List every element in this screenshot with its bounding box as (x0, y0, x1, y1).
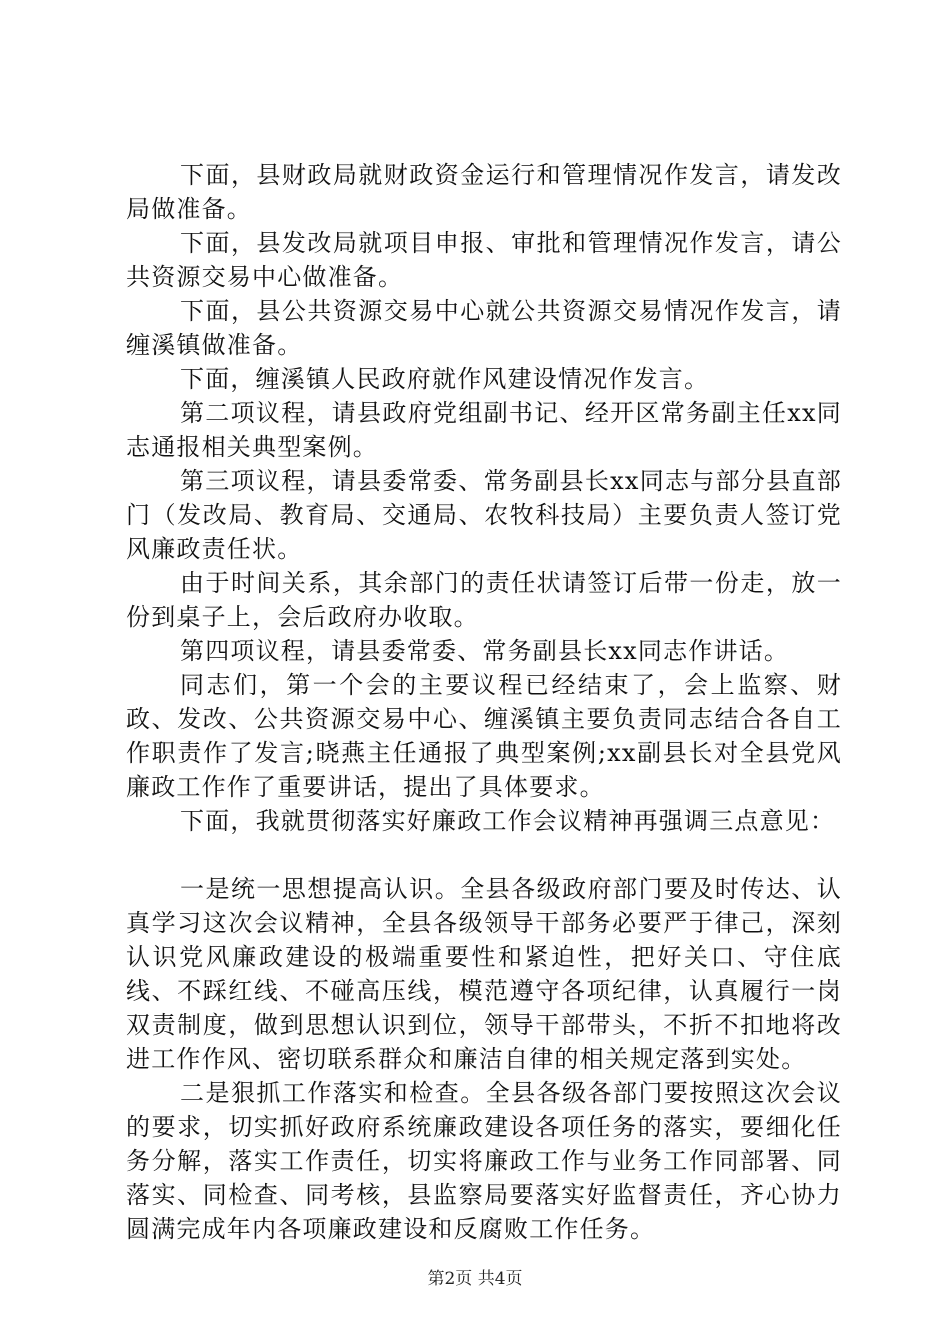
paragraph: 同志们，第一个会的主要议程已经结束了，会上监察、财政、发改、公共资源交易中心、缠溪镇主要负责同志结合各自工作职责作了发言;晓燕主任通报了典型案例;xx副县长对全县党风廉政工作作了重要讲话，提出了具体要求。 (126, 671, 842, 801)
paragraph: 由于时间关系，其余部门的责任状请签订后带一份走，放一份到桌子上，会后政府办收取。 (126, 569, 842, 631)
paragraph: 下面，县公共资源交易中心就公共资源交易情况作发言，请缠溪镇做准备。 (126, 297, 842, 359)
paragraph: 下面，县发改局就项目申报、审批和管理情况作发言，请公共资源交易中心做准备。 (126, 229, 842, 291)
paragraph: 下面，我就贯彻落实好廉政工作会议精神再强调三点意见： (180, 807, 836, 835)
paragraph: 下面，县财政局就财政资金运行和管理情况作发言，请发改局做准备。 (126, 161, 842, 223)
page-number-footer: 第2页 共4页 (427, 1269, 523, 1289)
paragraph: 一是统一思想提高认识。全县各级政府部门要及时传达、认真学习这次会议精神，全县各级领导干部务必要严于律己，深刻认识党风廉政建设的极端重要性和紧迫性，把好关口、守住底线、不踩红线、不碰高压线，模范遵守各项纪律，认真履行一岗双责制度，做到思想认识到位，领导干部带头，不折不扣地将改进工作作风、密切联系群众和廉洁自律的相关规定落到实处。 (126, 875, 842, 1073)
paragraph: 下面，缠溪镇人民政府就作风建设情况作发言。 (180, 365, 710, 393)
document-body (126, 158, 842, 1246)
paragraph: 第四项议程，请县委常委、常务副县长xx同志作讲话。 (180, 637, 790, 665)
paragraph: 二是狠抓工作落实和检查。全县各级各部门要按照这次会议的要求，切实抓好政府系统廉政建设各项任务的落实，要细化任务分解，落实工作责任，切实将廉政工作与业务工作同部署、同落实、同检查、同考核，县监察局要落实好监督责任，齐心协力圆满完成年内各项廉政建设和反腐败工作任务。 (126, 1079, 842, 1243)
paragraph: 第二项议程，请县政府党组副书记、经开区常务副主任xx同志通报相关典型案例。 (126, 399, 842, 461)
paragraph: 第三项议程，请县委常委、常务副县长xx同志与部分县直部门（发改局、教育局、交通局、农牧科技局）主要负责人签订党风廉政责任状。 (126, 467, 842, 563)
